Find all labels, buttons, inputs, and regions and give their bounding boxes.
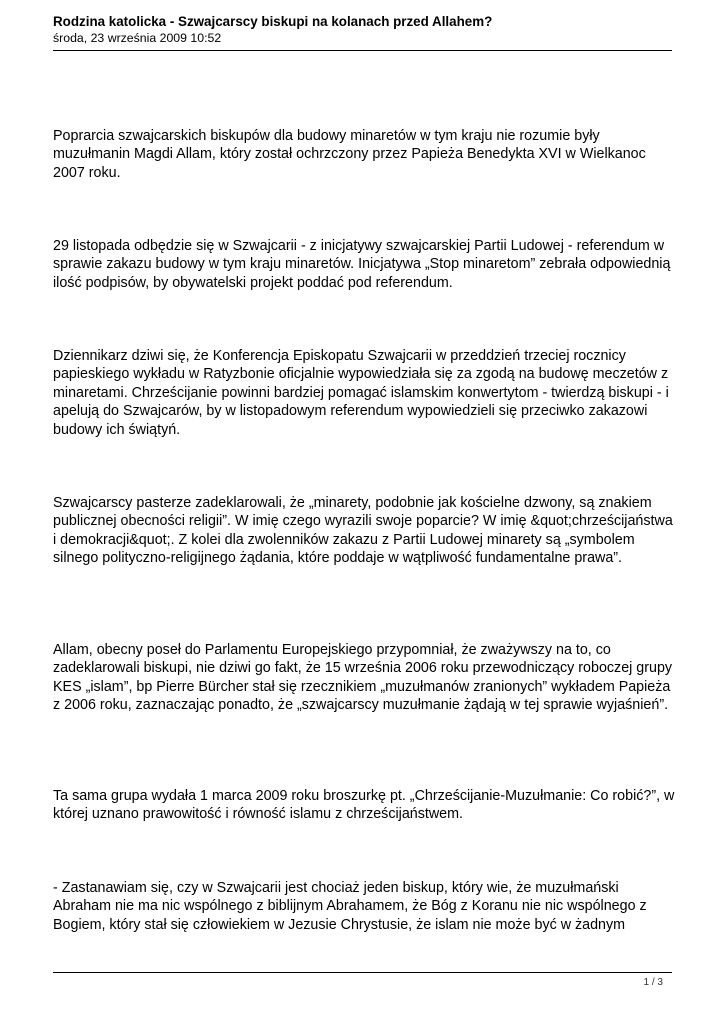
page-number: 1 / 3: [643, 977, 663, 988]
footer-divider: [53, 972, 672, 973]
article-paragraph: Szwajcarscy pasterze zadeklarowali, że „minarety, podobnie jak kościelne dzwony, są znakiem publicznej obecności religii”. W imię czego wyrazili swoje poparcie? W imię &quot;chrześcijaństwa i demokracji&quot;. Z kolei dla zwolenników zakazu z Partii Ludowej minarety są „symbolem silnego polityczno-religijnego żądania, które poddaje w wątpliwość fundamentalne prawa”.: [53, 495, 673, 567]
document-title: Rodzina katolicka - Szwajcarscy biskupi na kolanach przed Allahem?: [53, 14, 493, 29]
article-paragraph: Dziennikarz dziwi się, że Konferencja Episkopatu Szwajcarii w przeddzień trzeciej rocznicy papieskiego wykładu w Ratyzbonie oficjalnie wypowiedziała się za zgodą na budowę meczetów z minaretami. Chrześcijanie powinni bardziej pomagać islamskim konwertytom - twierdzą biskupi - i apelują do Szwajcarów, by w listopadowym referendum wypowiedzieli się przeciwko zakazowi budowy ich świątyń.: [53, 348, 669, 438]
article-paragraph: 29 listopada odbędzie się w Szwajcarii - z inicjatywy szwajcarskiej Partii Ludowej - referendum w sprawie zakazu budowy w tym kraju minaretów. Inicjatywa „Stop minaretom” zebrała odpowiednią ilość podpisów, by obywatelski projekt poddać pod referendum.: [53, 238, 671, 291]
document-header: [53, 14, 673, 46]
article-paragraph: - Zastanawiam się, czy w Szwajcarii jest chociaż jeden biskup, który wie, że muzułmański Abraham nie ma nic wspólnego z biblijnym Abrahamem, że Bóg z Koranu nie nic wspólnego z Bogiem, który stał się człowiekiem w Jezusie Chrystusie, że islam nie może być w żadnym: [53, 880, 647, 933]
article-paragraph: Allam, obecny poseł do Parlamentu Europejskiego przypomniał, że zważywszy na to, co zadeklarowali biskupi, nie dziwi go fakt, że 15 września 2006 roku przewodniczący roboczej grupy KES „islam”, bp Pierre Bürcher stał się rzecznikiem „muzułmanów zranionych” wykładem Papieża z 2006 roku, zaznaczając ponadto, że „szwajcarscy muzułmanie żądają w tej sprawie wyjaśnień”.: [53, 642, 673, 714]
document-date: środa, 23 września 2009 10:52: [53, 31, 222, 45]
article-paragraph: Ta sama grupa wydała 1 marca 2009 roku broszurkę pt. „Chrześcijanie-Muzułmanie: Co robić?”, w której uznano prawowitość i równość islamu z chrześcijaństwem.: [53, 788, 675, 823]
header-divider: [53, 50, 672, 51]
article-paragraph: Poprarcia szwajcarskich biskupów dla budowy minaretów w tym kraju nie rozumie były muzułmanin Magdi Allam, który został ochrzczony przez Papieża Benedykta XVI w Wielkanoc 2007 roku.: [53, 128, 646, 181]
